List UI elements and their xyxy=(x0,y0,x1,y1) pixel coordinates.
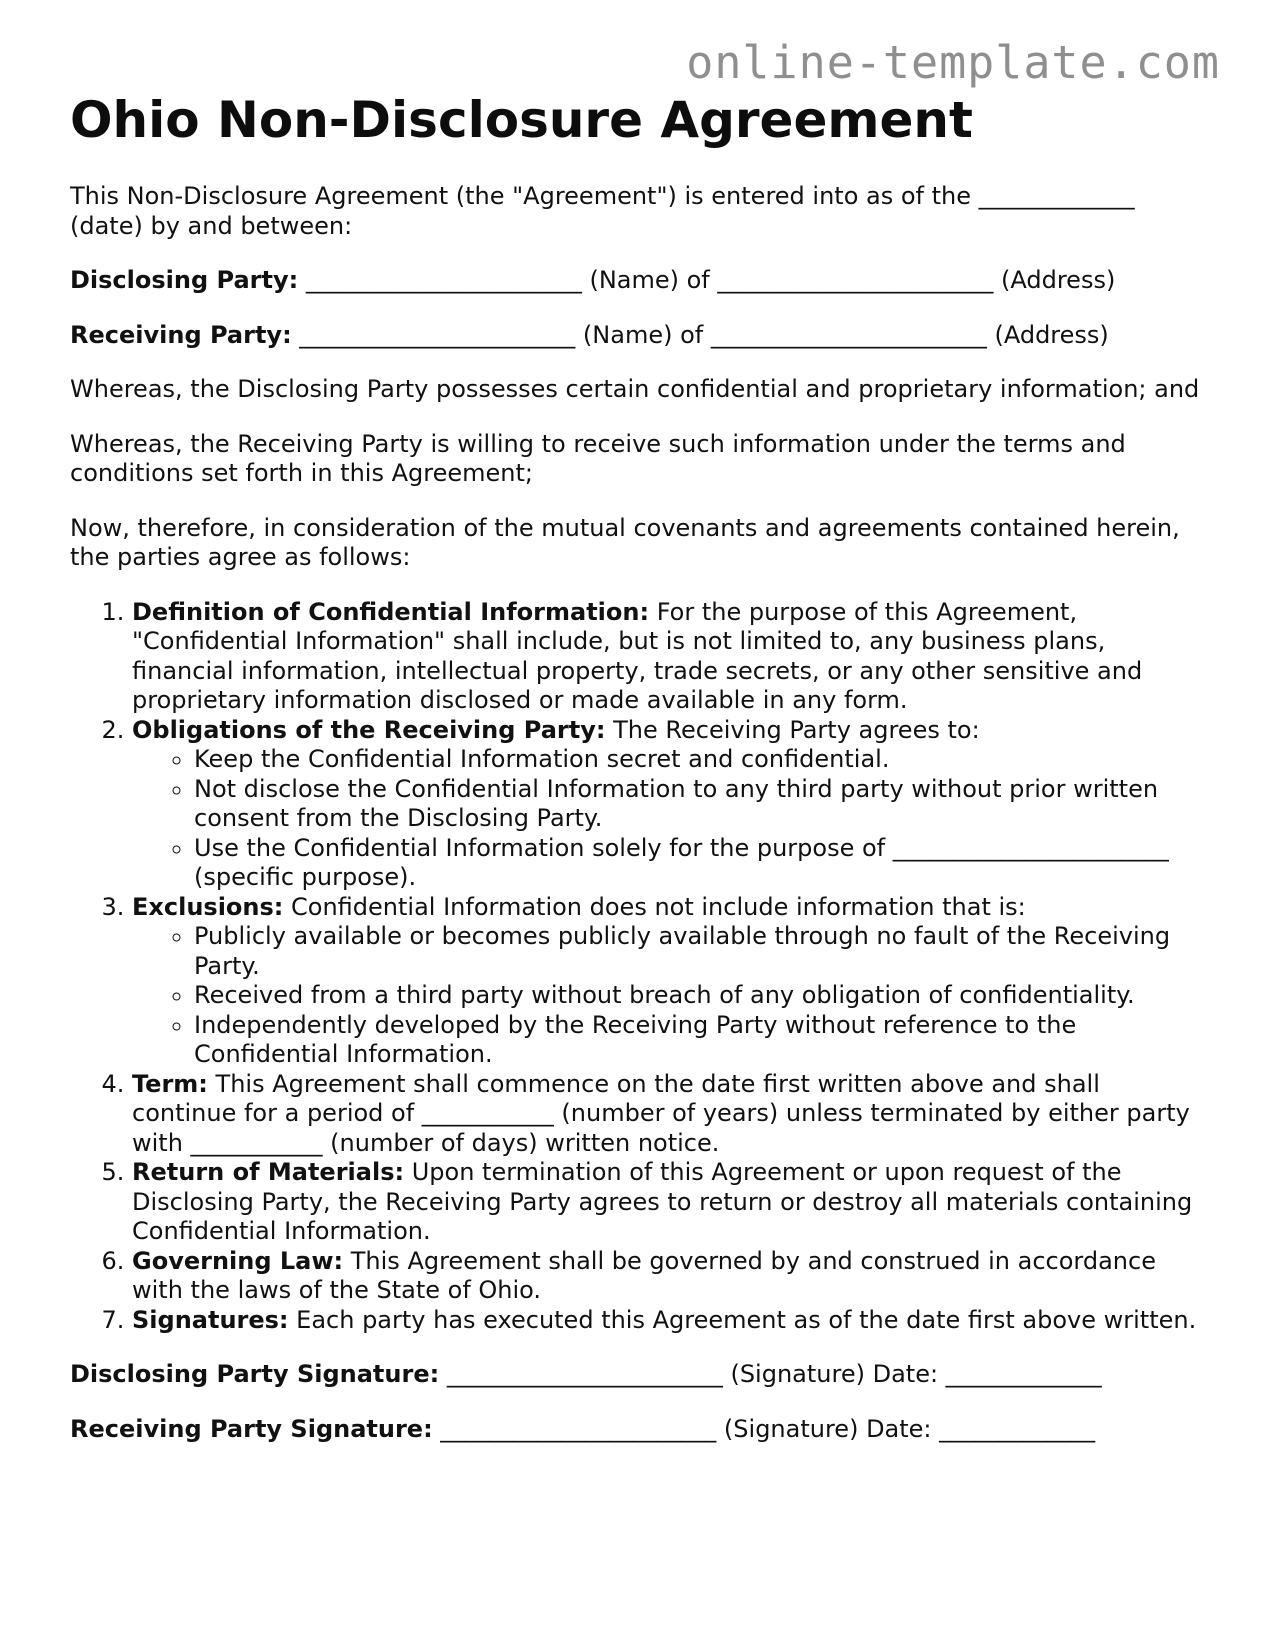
receiving-signature-fields: _______________________ (Signature) Date: _____________ xyxy=(432,1414,1096,1443)
document-title: Ohio Non-Disclosure Agreement xyxy=(70,91,973,149)
clause-obligations xyxy=(132,716,1210,893)
clause-heading: Term: xyxy=(132,1069,208,1098)
list-item: ◦ Use the Confidential Information solely for the purpose of _______________________ (specific purpose). xyxy=(194,834,1210,893)
clause-text: This Agreement shall be governed by and construed in accordance with the laws of the State of Ohio. xyxy=(132,1246,1156,1304)
whereas-paragraph-2: Whereas, the Receiving Party is willing to receive such information under the terms and conditions set forth in this Agreement; xyxy=(70,429,1126,487)
intro-paragraph: This Non-Disclosure Agreement (the "Agreement") is entered into as of the _____________ (date) by and between: xyxy=(70,182,1135,240)
receiving-signature-label: Receiving Party Signature: xyxy=(70,1414,433,1443)
list-item: ◦ Publicly available or becomes publicly available through no fault of the Receiving Party. xyxy=(194,922,1210,981)
clause-text: Each party has executed this Agreement as of the date first above written. xyxy=(288,1305,1197,1334)
clause-signatures xyxy=(132,1306,1210,1336)
receiving-party-fields: _______________________ (Name) of _______________________ (Address) xyxy=(291,320,1109,349)
disclosing-party-fields: _______________________ (Name) of _______________________ (Address) xyxy=(298,266,1116,294)
whereas-paragraph-1: Whereas, the Disclosing Party possesses certain confidential and proprietary information; and xyxy=(70,375,1200,403)
exclusions-list xyxy=(132,922,1210,1070)
list-item: ◦ Received from a third party without breach of any obligation of confidentiality. xyxy=(194,981,1210,1011)
now-therefore-paragraph: Now, therefore, in consideration of the mutual covenants and agreements contained herein, the parties agree as follows: xyxy=(70,513,1180,571)
receiving-signature-line xyxy=(70,1415,1210,1445)
clause-text: The Receiving Party agrees to: xyxy=(605,715,980,744)
watermark: online-template.com xyxy=(686,36,1220,89)
list-item: ◦ Keep the Confidential Information secret and confidential. xyxy=(194,745,1210,775)
clause-term xyxy=(132,1070,1210,1159)
list-item: ◦ Independently developed by the Receiving Party without reference to the Confidential Information. xyxy=(194,1011,1210,1070)
clause-return-of-materials xyxy=(132,1158,1210,1247)
receiving-party-label: Receiving Party: xyxy=(70,320,292,349)
clause-text: Upon termination of this Agreement or upon request of the Disclosing Party, the Receiving Party agrees to return or destroy all materials containing Confidential Information. xyxy=(132,1158,1193,1245)
clause-text: For the purpose of this Agreement, "Confidential Information" shall include, but is not limited to, any business plans, financial information, intellectual property, trade secrets, or any other sensitive and proprietary information disclosed or made available in any form. xyxy=(132,597,1143,714)
receiving-party-line xyxy=(70,321,1210,351)
disclosing-party-label: Disclosing Party: xyxy=(70,266,299,294)
clause-heading: Obligations of the Receiving Party: xyxy=(132,715,606,744)
clause-text: This Agreement shall commence on the date first written above and shall continue for a period of ___________ (number of years) unless terminated by either party with ___________ (number of days) written notice. xyxy=(132,1069,1190,1157)
obligations-list xyxy=(132,745,1210,893)
clause-governing-law xyxy=(132,1247,1210,1306)
clauses-list xyxy=(70,598,1210,1336)
list-item: ◦ Not disclose the Confidential Information to any third party without prior written consent from the Disclosing Party. xyxy=(194,775,1210,834)
clause-heading: Governing Law: xyxy=(132,1246,344,1275)
disclosing-signature-fields: _______________________ (Signature) Date: _____________ xyxy=(439,1360,1102,1388)
clause-heading: Signatures: xyxy=(132,1305,289,1334)
clause-definition xyxy=(132,598,1210,716)
clause-heading: Exclusions: xyxy=(132,892,284,921)
disclosing-party-line xyxy=(70,266,1210,296)
document-page xyxy=(70,88,1210,1444)
clause-text: Confidential Information does not include information that is: xyxy=(283,892,1026,921)
clause-heading: Return of Materials: xyxy=(132,1158,405,1186)
clause-heading: Definition of Confidential Information: xyxy=(132,597,650,626)
clause-exclusions xyxy=(132,893,1210,1070)
disclosing-signature-label: Disclosing Party Signature: xyxy=(70,1360,440,1388)
disclosing-signature-line xyxy=(70,1360,1210,1390)
